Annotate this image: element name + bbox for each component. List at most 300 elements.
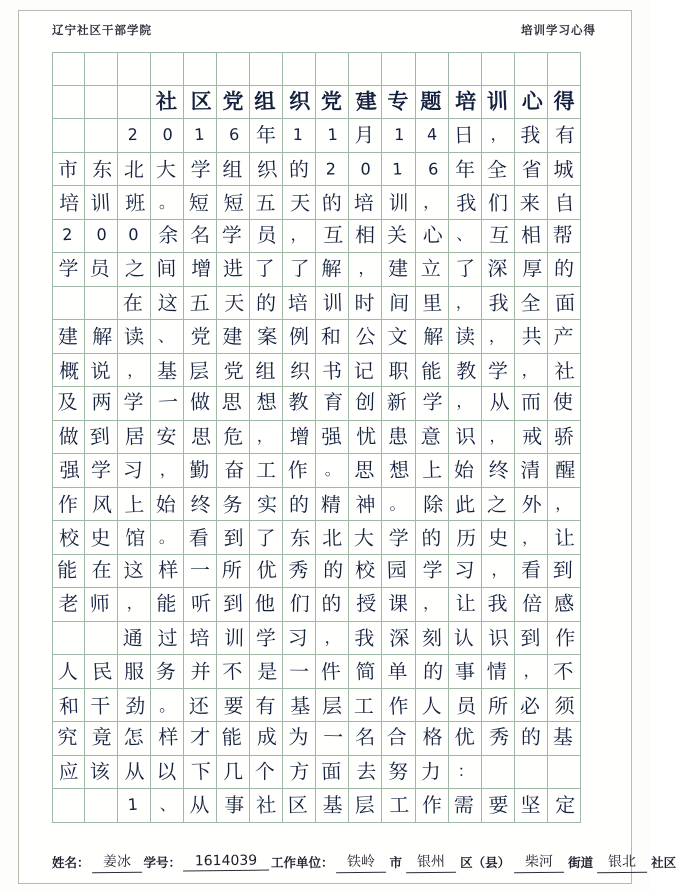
handwritten-char: 学 (487, 358, 508, 383)
grid-cell (482, 454, 515, 488)
handwritten-char: 增 (289, 424, 311, 449)
grid-cell (515, 253, 548, 287)
grid-cell (449, 320, 482, 354)
handwritten-char: 公 (355, 324, 377, 350)
handwritten-char: ， (358, 258, 376, 279)
handwritten-char: 样 (158, 725, 179, 750)
work-unit-province-value: 铁岭 (335, 851, 385, 874)
grid-cell (250, 622, 283, 656)
grid-cell (482, 153, 515, 187)
handwritten-char: 得 (553, 88, 575, 113)
grid-cell (184, 86, 217, 120)
handwritten-char: ， (490, 559, 508, 580)
grid-cell (184, 454, 217, 488)
handwritten-char: 。 (158, 528, 176, 548)
grid-cell (349, 454, 382, 488)
grid-row (52, 186, 598, 220)
handwritten-char: 外 (521, 492, 542, 517)
grid-cell (283, 253, 316, 287)
grid-cell (184, 521, 217, 555)
handwritten-char: 解 (321, 256, 343, 281)
grid-cell (349, 555, 382, 589)
grid-cell (548, 354, 581, 388)
handwritten-char: 才 (190, 725, 211, 750)
grid-cell (250, 86, 283, 120)
handwritten-char: 安 (156, 424, 177, 449)
handwritten-char: 骄 (553, 423, 575, 449)
grid-cell (349, 689, 382, 723)
grid-cell (416, 756, 449, 790)
handwritten-char: 说 (89, 358, 111, 384)
handwritten-char: 倍 (521, 591, 543, 616)
grid-cell (217, 186, 250, 220)
handwritten-char: 从 (189, 793, 210, 818)
grid-cell (482, 555, 515, 589)
grid-cell (283, 86, 316, 120)
handwritten-char: 学 (58, 256, 79, 281)
grid-cell (217, 789, 250, 823)
grid-cell (316, 555, 349, 589)
grid-cell (85, 622, 118, 656)
handwritten-char: 做 (58, 424, 79, 449)
handwritten-char: 服 (123, 659, 145, 685)
handwritten-char: 我 (519, 123, 541, 148)
handwritten-char: 让 (553, 525, 575, 551)
grid-cell (449, 421, 482, 455)
grid-row (52, 655, 598, 689)
handwritten-char: 的 (553, 256, 575, 281)
grid-cell (382, 320, 415, 354)
grid-cell (85, 555, 118, 589)
handwritten-char: 天 (224, 290, 245, 315)
grid-cell (416, 454, 449, 488)
handwritten-char: 社 (255, 792, 277, 818)
handwritten-char: 北 (123, 157, 145, 182)
grid-cell (482, 655, 515, 689)
handwritten-char: 怎 (122, 724, 145, 750)
grid-cell (184, 722, 217, 756)
handwritten-char: 一 (289, 659, 310, 684)
grid-cell (382, 421, 415, 455)
handwritten-char: ， (554, 494, 572, 514)
handwritten-char: 一 (323, 725, 344, 750)
handwritten-char: 学 (421, 390, 443, 415)
grid-cell (548, 220, 581, 254)
grid-cell (118, 253, 151, 287)
handwritten-char: 老 (58, 591, 79, 616)
grid-cell (283, 220, 316, 254)
grid-cell (118, 52, 151, 86)
handwritten-char: 干 (90, 693, 111, 718)
grid-cell (151, 756, 184, 790)
handwritten-char: 6 (229, 125, 240, 145)
handwritten-char: 面 (321, 758, 343, 784)
handwritten-char: 想 (256, 389, 278, 415)
handwritten-char: 训 (485, 88, 509, 114)
grid-cell (548, 722, 581, 756)
grid-cell (316, 86, 349, 120)
work-unit-label: 工作单位： (271, 856, 334, 870)
grid-cell (250, 454, 283, 488)
handwritten-char: 月 (354, 123, 376, 148)
grid-cell (482, 689, 515, 723)
handwritten-char: 合 (387, 725, 408, 750)
handwritten-char: 4 (425, 124, 438, 145)
header-institution: 辽宁社区干部学院 (52, 25, 152, 37)
handwritten-char: 的 (256, 290, 277, 315)
handwritten-char: 单 (387, 659, 408, 684)
grid-cell (316, 387, 349, 421)
grid-cell (151, 521, 184, 555)
grid-cell (85, 521, 118, 555)
grid-cell (482, 253, 515, 287)
grid-cell (382, 555, 415, 589)
grid-cell (382, 588, 415, 622)
handwritten-char: 培 (353, 190, 375, 216)
grid-cell (217, 320, 250, 354)
grid-row (52, 454, 598, 488)
handwritten-char: 意 (420, 424, 441, 449)
handwritten-char: 校 (354, 557, 377, 583)
handwritten-char: 了 (289, 256, 310, 281)
grid-cell (416, 689, 449, 723)
handwritten-char: 必 (518, 693, 541, 719)
handwritten-char: 究 (57, 725, 78, 750)
grid-cell (118, 622, 151, 656)
grid-cell (316, 722, 349, 756)
handwritten-char: 史 (90, 525, 111, 551)
grid-cell (515, 655, 548, 689)
handwritten-char: 到 (222, 591, 244, 617)
grid-cell (449, 186, 482, 220)
handwritten-char: 省 (520, 156, 542, 182)
grid-cell (85, 354, 118, 388)
grid-cell (449, 555, 482, 589)
grid-cell (85, 387, 118, 421)
handwritten-char: 事 (454, 659, 476, 685)
grid-cell (85, 588, 118, 622)
grid-row (52, 253, 598, 287)
grid-cell (217, 555, 250, 589)
grid-cell (349, 722, 382, 756)
handwritten-char: 1 (392, 159, 404, 179)
grid-cell (515, 52, 548, 86)
handwritten-char: 一 (190, 557, 211, 582)
handwritten-char: 共 (521, 324, 542, 349)
grid-cell (250, 722, 283, 756)
grid-cell (184, 488, 217, 522)
handwritten-char: 定 (554, 793, 576, 818)
grid-cell (283, 119, 316, 153)
handwritten-char: 名 (354, 724, 376, 750)
work-unit-city-value: 银州 (406, 851, 456, 874)
handwritten-char: 育 (323, 390, 344, 415)
manuscript-grid (52, 52, 598, 842)
handwritten-char: 、 (157, 326, 175, 346)
grid-cell (548, 488, 581, 522)
grid-cell (482, 622, 515, 656)
grid-cell (250, 588, 283, 622)
handwritten-char: ， (455, 392, 473, 412)
grid-cell (482, 588, 515, 622)
handwritten-char: 让 (454, 591, 476, 617)
grid-cell (250, 521, 283, 555)
handwritten-char: 大 (155, 156, 177, 182)
grid-cell (52, 186, 85, 220)
handwritten-char: 东 (92, 157, 113, 182)
handwritten-char: 学 (255, 625, 277, 651)
grid-cell (548, 153, 581, 187)
handwritten-char: 和 (321, 324, 342, 349)
handwritten-char: 醒 (554, 458, 576, 483)
grid-cell (151, 555, 184, 589)
grid-cell (349, 789, 382, 823)
handwritten-char: 了 (254, 256, 276, 282)
grid-cell (118, 789, 151, 823)
grid-cell (382, 722, 415, 756)
grid-cell (349, 588, 382, 622)
handwritten-char: 培 (58, 191, 80, 216)
grid-cell (548, 421, 581, 455)
handwritten-char: 厚 (521, 256, 542, 281)
grid-cell (548, 789, 581, 823)
grid-cell (52, 153, 85, 187)
community-label: 社区 (651, 856, 676, 870)
handwritten-char: 组 (255, 358, 276, 383)
grid-cell (217, 689, 250, 723)
grid-cell (151, 722, 184, 756)
grid-cell (482, 722, 515, 756)
handwritten-char: 题 (419, 88, 441, 113)
grid-cell (482, 220, 515, 254)
grid-cell (184, 287, 217, 321)
handwritten-char: 层 (354, 792, 376, 818)
name-label: 姓名： (52, 856, 90, 870)
grid-cell (250, 756, 283, 790)
grid-cell (349, 186, 382, 220)
handwritten-char: 除 (422, 492, 443, 517)
handwritten-char: 和 (58, 693, 80, 719)
grid-cell (184, 421, 217, 455)
header-doc-type: 培训学习心得 (521, 25, 596, 37)
grid-row (52, 622, 598, 656)
handwritten-char: 天 (290, 191, 311, 216)
grid-cell (52, 354, 85, 388)
handwritten-char: 须 (554, 693, 575, 718)
grid-cell (515, 521, 548, 555)
handwritten-char: 训 (224, 625, 245, 650)
grid-cell (548, 86, 581, 120)
handwritten-char: 员 (89, 256, 111, 281)
grid-cell (283, 655, 316, 689)
grid-cell (548, 622, 581, 656)
handwritten-char: 深 (486, 256, 508, 282)
grid-cell (184, 588, 217, 622)
handwritten-char: 件 (320, 659, 342, 685)
grid-cell (283, 387, 316, 421)
grid-cell (515, 488, 548, 522)
grid-cell (184, 555, 217, 589)
grid-cell (449, 287, 482, 321)
handwritten-char: 作 (554, 625, 575, 650)
grid-row (52, 588, 598, 622)
handwritten-char: 强 (321, 423, 343, 449)
grid-cell (416, 186, 449, 220)
grid-cell (85, 454, 118, 488)
grid-row (52, 689, 598, 723)
handwritten-char: 课 (388, 591, 409, 616)
handwritten-char: 习 (122, 458, 144, 483)
handwritten-char: 终 (190, 492, 211, 517)
grid-cell (449, 119, 482, 153)
grid-cell (416, 421, 449, 455)
grid-cell (449, 488, 482, 522)
grid-cell (151, 220, 184, 254)
grid-cell (85, 52, 118, 86)
grid-cell (382, 387, 415, 421)
grid-cell (515, 186, 548, 220)
handwritten-char: 2 (127, 125, 139, 145)
handwritten-char: ， (488, 426, 506, 446)
handwritten-char: 到 (89, 423, 111, 449)
handwritten-char: 的 (321, 591, 343, 617)
grid-cell (548, 287, 581, 321)
handwritten-char: ， (127, 360, 144, 380)
grid-cell (52, 622, 85, 656)
grid-cell (449, 354, 482, 388)
grid-cell (250, 789, 283, 823)
grid-row (52, 119, 598, 153)
grid-cell (548, 588, 581, 622)
handwritten-char: 了 (454, 256, 476, 282)
handwritten-char: 力 (419, 758, 441, 784)
grid-cell (283, 521, 316, 555)
grid-cell (184, 689, 217, 723)
handwritten-char: 深 (389, 625, 411, 651)
grid-cell (548, 555, 581, 589)
grid-cell (548, 52, 581, 86)
handwritten-char: ， (455, 292, 472, 312)
street-value: 银北 (597, 851, 647, 874)
handwritten-char: 社 (553, 358, 575, 384)
handwritten-char: 秀 (288, 557, 309, 582)
grid-cell (316, 622, 349, 656)
handwritten-char: 关 (386, 222, 408, 248)
handwritten-char: 短 (223, 190, 245, 216)
grid-cell (118, 689, 151, 723)
handwritten-char: 习 (287, 625, 309, 651)
grid-cell (217, 622, 250, 656)
grid-cell (151, 454, 184, 488)
grid-cell (217, 722, 250, 756)
student-id-label: 学号： (143, 856, 182, 870)
handwritten-char: 层 (322, 693, 343, 718)
grid-cell (151, 320, 184, 354)
grid-cell (416, 287, 449, 321)
handwritten-char: 简 (355, 659, 377, 685)
handwritten-char: 工 (256, 458, 277, 483)
handwritten-char: 我 (488, 290, 509, 315)
grid-cell (184, 354, 217, 388)
grid-cell (151, 52, 184, 86)
handwritten-char: 解 (422, 324, 443, 349)
grid-cell (349, 119, 382, 153)
grid-cell (217, 588, 250, 622)
grid-cell (349, 253, 382, 287)
handwritten-char: 始 (453, 458, 474, 483)
grid-cell (416, 655, 449, 689)
grid-cell (283, 689, 316, 723)
grid-cell (283, 555, 316, 589)
handwritten-char: 党 (223, 358, 245, 384)
grid-cell (85, 655, 118, 689)
handwritten-char: 思 (354, 458, 375, 483)
handwritten-char: 0 (162, 125, 173, 145)
handwritten-char: 市 (57, 156, 79, 182)
handwritten-char: 织 (289, 88, 311, 113)
name-value: 姜冰 (91, 851, 141, 874)
grid-cell (449, 521, 482, 555)
handwritten-char: 能 (57, 557, 78, 582)
grid-cell (250, 52, 283, 86)
grid-cell (515, 756, 548, 790)
grid-cell (52, 555, 85, 589)
handwritten-char: 居 (124, 423, 146, 449)
grid-row (52, 521, 598, 555)
grid-cell (217, 119, 250, 153)
handwritten-char: 训 (322, 290, 344, 316)
grid-cell (250, 220, 283, 254)
handwritten-char: 务 (155, 659, 176, 684)
grid-cell (52, 320, 85, 354)
grid-cell (349, 287, 382, 321)
grid-cell (85, 689, 118, 723)
grid-cell (283, 756, 316, 790)
grid-cell (482, 789, 515, 823)
grid-cell (349, 488, 382, 522)
handwritten-char: 民 (91, 659, 113, 685)
handwritten-char: 园 (386, 557, 408, 583)
handwritten-char: 的 (321, 190, 344, 216)
handwritten-char: 间 (156, 256, 177, 281)
grid-cell (349, 354, 382, 388)
handwritten-char: 能 (221, 724, 243, 750)
handwritten-char: 馆 (125, 526, 146, 551)
grid-cell (217, 287, 250, 321)
handwritten-char: ， (521, 360, 538, 380)
grid-cell (515, 220, 548, 254)
grid-cell (349, 153, 382, 187)
handwritten-char: 认 (453, 625, 474, 650)
grid-cell (52, 287, 85, 321)
grid-cell (349, 86, 382, 120)
grid-cell (382, 454, 415, 488)
handwritten-char: 培 (454, 88, 476, 114)
grid-cell (250, 320, 283, 354)
grid-cell (283, 789, 316, 823)
handwritten-char: 短 (188, 191, 210, 216)
grid-cell (151, 119, 184, 153)
handwritten-char: 务 (221, 491, 244, 517)
handwritten-char: 人 (57, 659, 79, 684)
handwritten-char: 学 (422, 557, 443, 582)
grid-cell (184, 220, 217, 254)
handwritten-char: 五 (189, 290, 211, 316)
grid-cell (52, 421, 85, 455)
handwritten-char: 过 (157, 625, 179, 651)
grid-cell (416, 354, 449, 388)
handwritten-char: 建 (388, 256, 409, 281)
